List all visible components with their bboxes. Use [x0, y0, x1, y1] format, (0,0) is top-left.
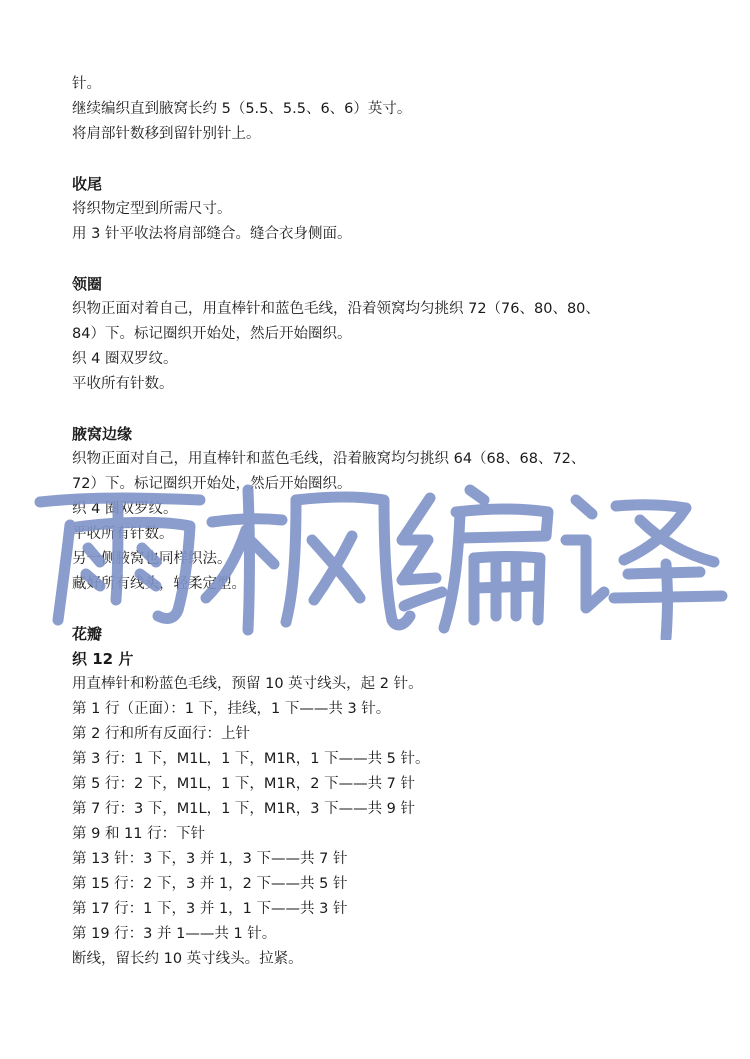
finishing-section	[72, 172, 692, 247]
body-line: 织物正面对自己，用直棒针和蓝色毛线，沿着腋窝均匀挑织 64（68、68、72、	[72, 451, 586, 467]
body-line: 第 13 针：3 下，3 并 1，3 下——共 7 针	[72, 851, 348, 867]
armhole-section	[72, 422, 692, 597]
body-line: 另一侧腋窝也同样织法。	[72, 551, 232, 567]
body-line: 织 4 圈双罗纹。	[72, 351, 178, 367]
body-line: 断线，留长约 10 英寸线头。拉紧。	[72, 951, 303, 967]
body-line: 织 4 圈双罗纹。	[72, 501, 178, 517]
body-line: 第 3 行：1 下，M1L，1 下，M1R，1 下——共 5 针。	[72, 751, 430, 767]
body-line: 第 7 行：3 下，M1L，1 下，M1R，3 下——共 9 针	[72, 801, 416, 817]
intro-section	[72, 72, 692, 147]
section-heading: 收尾	[72, 175, 103, 193]
body-line: 第 2 行和所有反面行：上针	[72, 726, 250, 742]
body-line: 针。	[72, 76, 101, 92]
body-line: 平收所有针数。	[72, 376, 174, 392]
body-line: 平收所有针数。	[72, 526, 174, 542]
body-line: 第 1 行（正面）：1 下，挂线，1 下——共 3 针。	[72, 701, 391, 717]
body-line: 将织物定型到所需尺寸。	[72, 201, 232, 217]
section-subheading: 织 12 片	[72, 650, 134, 668]
body-line: 织物正面对着自己，用直棒针和蓝色毛线，沿着领窝均匀挑织 72（76、80、80、	[72, 301, 600, 317]
body-line: 第 17 行：1 下，3 并 1，1 下——共 3 针	[72, 901, 348, 917]
body-line: 用 3 针平收法将肩部缝合。缝合衣身侧面。	[72, 226, 352, 242]
section-heading: 腋窝边缘	[72, 425, 133, 443]
body-line: 继续编织直到腋窝长约 5（5.5、5.5、6、6）英寸。	[72, 101, 412, 117]
body-line: 将肩部针数移到留针别针上。	[72, 126, 261, 142]
body-line: 藏好所有线头，轻柔定型。	[72, 576, 246, 592]
section-heading: 花瓣	[72, 625, 103, 643]
section-heading: 领圈	[72, 275, 103, 293]
neckband-section	[72, 272, 692, 397]
body-line: 第 15 行：2 下，3 并 1，2 下——共 5 针	[72, 876, 348, 892]
petals-section	[72, 622, 692, 972]
body-line: 用直棒针和粉蓝色毛线，预留 10 英寸线头，起 2 针。	[72, 676, 423, 692]
body-line: 第 19 行：3 并 1——共 1 针。	[72, 926, 277, 942]
body-line: 72）下。标记圈织开始处，然后开始圈织。	[72, 476, 352, 492]
body-line: 第 9 和 11 行：下针	[72, 826, 206, 842]
body-line: 84）下。标记圈织开始处，然后开始圈织。	[72, 326, 352, 342]
body-line: 第 5 行：2 下，M1L，1 下，M1R，2 下——共 7 针	[72, 776, 416, 792]
document-page	[72, 72, 692, 972]
